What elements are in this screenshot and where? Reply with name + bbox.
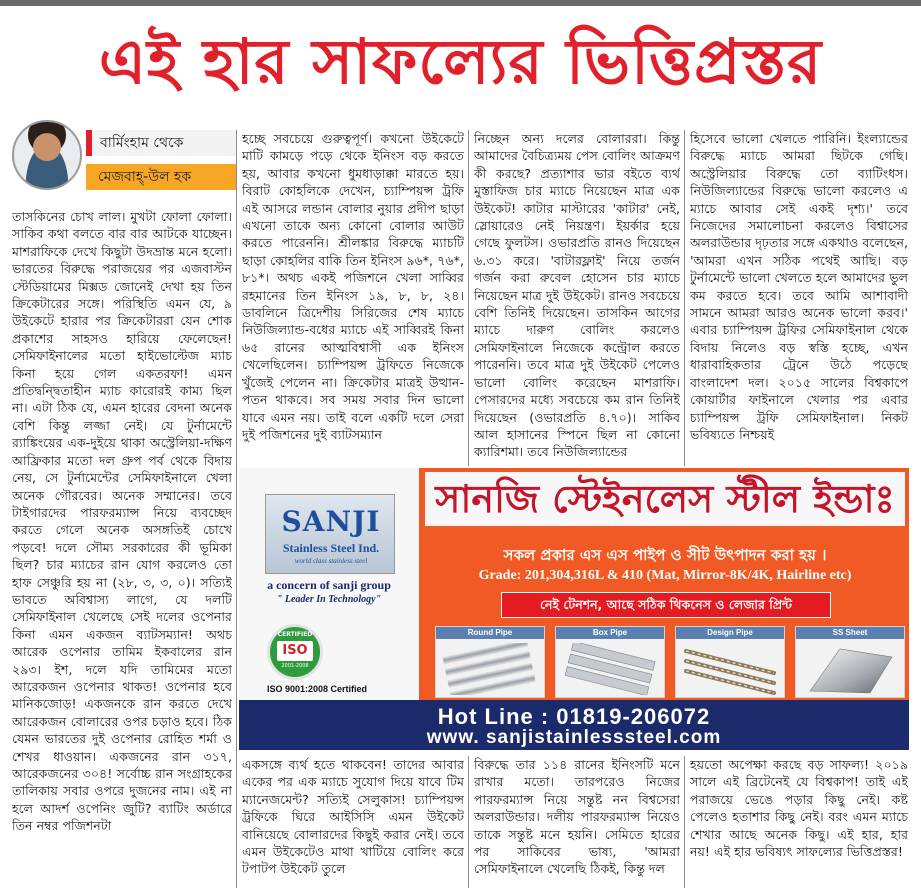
column-divider [468,130,469,466]
product-round-pipe [435,626,545,698]
product-label: Box Pipe [556,627,664,639]
column-3b-text: বিরুদ্ধে তার ১১৪ রানের ইনিংসটি মনে রাখার মতো। তারপরেও নিজের পারফরম্যান্স নিয়ে সন্তুষ্ট নন বিশ্বসেরা অলরাউন্ডার। দলীয় পারফরম্যান্স নিয়েও তাকে সন্তুষ্ট মনে হয়নি। সেমিতে হারের পর সাকিবের ভাষ্য, 'আমরা সেমিফাইনালে খেলেছি ঠিকই, কিন্তু দল [474,757,680,877]
headline: এই হার সাফল্যের ভিত্তিপ্রস্তর [98,25,823,98]
article-column-4 [690,130,908,466]
ad-tagline: সকল প্রকার এস এস পাইপ ও সীট উৎপাদন করা হয় । [503,546,827,564]
column-1-text: তাসকিনের চোখ লাল। মুখটা ফোলা ফোলা। সাকিব কথা বলতে বার বার আটকে যাচ্ছেন। মাশরাফিকে দেখে কিছুটা উদভ্রান্ত মনে হলো। ভারতের বিরুদ্ধে পরাজয়ের পর এজবাস্টন স্টেডিয়ামের মিক্সড জোনেই দেখা হয় তিন ক্রিকেটারের সঙ্গে। পরিস্থিতি এমন যে, ৯ উইকেটে হারার পর ক্রিকেটাররা যেন শোক প্রকাশের সাহসও হারিয়ে ফেলেছেন! সেমিফাইনালের মতো হাইভোল্টেজ ম্যাচ কিনা হয়ে গেল একতরফা! এমন প্রতিদ্বন্দ্বিতাহীন ম্যাচ কারোরই কাম্য ছিল না। এটা ঠিক যে, এমন হারের বেদনা অনেক বেশি কিন্তু লজ্জা নেই। যে টুর্নামেন্টে র‍্যাঙ্কিংয়ের এক-দুইয়ে থাকা অস্ট্রেলিয়া-দক্ষিণ আফ্রিকার মতো দল গ্রুপ পর্ব থেকে বিদায় নেয়, সে টুর্নামেন্টের সেমিফাইনালে খেলা অনেক গৌরবের। অনেক সম্মানের। তবে টাইগারদের পারফরম্যান্স নিয়ে ব্যবচ্ছেদ করতে গেলে অনেক অসঙ্গতিই চোখে পড়বে! দলে সৌম্য সরকারের কী ভূমিকা ছিল? চার ম্যাচের রান যোগ করলেও তো হাফ সেঞ্চুরি হয় না (২৮, ৩, ৩, ০)। সত্যিই ভাবতে অবিশ্বাস্য লাগে, যে দলটি সেমিফাইনাল খেলেছে সেই দলের ওপেনার কিনা এমন একজন ব্যাটসম্যান! অথচ আরেক ওপেনার তামিম ইকবালের রান ২৯৩। ইশ, দলে যদি তামিমের মতো আরেকজন ওপেনার থাকত! ওপেনার হবে মানিকজোড়! একজনকে রান করতে দেখে আরেকজন বোলারের ওপর চড়াও হবে। ঠিক যেমন ভারতের দুই ওপেনার রোহিত শর্মা ও শেখর ধাওয়ান। একজনের রান ৩১৭, আরেকজনের ৩০৪! সর্বোচ্চ রান সংগ্রাহকের তালিকায় সবার ওপরে দুজনের নাম। এই না হলে আদর্শ ওপেনিং জুটি? ব্যাটিং অর্ডারে তিন নম্বর পজিশনটা [12,209,232,834]
product-gallery [435,626,905,698]
product-label: Design Pipe [676,627,784,639]
ad-contact-bar [239,700,909,750]
author-avatar [12,120,82,190]
column-2b-text: একসঙ্গে ব্যর্থ হতে থাকবেন! তাদের আবার একের পর এক ম্যাচে সুযোগ দিয়ে যাবে টিম ম্যানেজমেন্ট? সত্যিই সেলুকাস! চ্যাম্পিয়ন্স ট্রফিকে ঘিরে আইসিসি এমন উইকেট বানিয়েছে বোলারদের কিছুই করার নেই। তবে এমন উইকেটেও মাথা খাটিয়ে বোলিং করে টপাটপ উইকেট তুলে [242,757,464,877]
column-4b-text: হয়তো অপেক্ষা করছে বড় সাফল্য! ২০১৯ সালে এই ব্রিটেনেই যে বিশ্বকাপ! তাই এই পরাজয়ে ভেঙে পড়ার কিছু নেই। কষ্ট পেলেও হতাশার কিছু নেই। বরং এমন ম্যাচে শেখার আছে অনেক কিছু। এই হার, হার নয়! এই হার ভবিষ্যৎ সাফল্যের ভিত্তিপ্রস্তর! [690,757,908,860]
column-divider [684,130,685,466]
article-column-3 [474,130,680,466]
article-column-1 [12,208,232,888]
byline-author: মেজবাহ্-উল হক [86,164,236,190]
byline-place: বার্মিংহাম থেকে [86,130,236,156]
column-2-text: হচ্ছে সবচেয়ে গুরুত্বপূর্ণ। কখনো উইকেটে মাটি কামড়ে পড়ে থেকে ইনিংস বড় করতে হয়, আবার কখনো ধুমধাড়াক্কা মারতে হয়। বিরাট কোহলিকে দেখেন, চ্যাম্পিয়ন্স ট্রফি এই আসরে লন্ডান বোলার নুয়ার প্রদীপ ছাড়া এখনো তাকে অন্য কোনো বোলার আউট করতে পারেননি। শ্রীলঙ্কার বিরুদ্ধে ম্যাচটি ছাড়া কোহলির বাকি তিন ইনিংস ৯৬*, ৭৬*, ৮১*। অথচ একই পজিশনে খেলা সাব্বির রহমানের তিন ইনিংস ১৯, ৮, ৮, ২৪। ডাবলিনে ত্রিদেশীয় সিরিজের শেষ ম্যাচে নিউজিল্যান্ড-বধের ম্যাচে এই সাব্বিরই কিনা ৬৫ রানের আত্মবিশ্বাসী এক ইনিংস খেলেছিলেন। চ্যাম্পিয়ন্স ট্রফিতে নিজেকে খুঁজেই পেলেন না। ক্রিকেটার মাত্রই উত্থান-পতন থাকবে। সব সময় সবার দিন ভালো যাবে এমন নয়। তাই বলে একটি দলে সেরা দুই পজিশনের দুই ব্যাটসম্যান [242,131,464,442]
column-divider [468,756,469,888]
product-ss-sheet [795,626,905,698]
column-3-text: নিচ্ছেন অন্য দলের বোলাররা। কিন্তু আমাদের বৈচিত্র্যময় পেস বোলিং আক্রমণ কী করছে? প্রত্যাশার ভার বইতে ব্যর্থ মুস্তাফিজ চার ম্যাচে নিয়েছেন মাত্র এক উইকেট! কাটার মাস্টারের 'কাটার' নেই, স্লোয়ারেও নেই নিয়ন্ত্রণ। ইয়র্কার হয়ে গেছে ফুলটস। ওভারপ্রতি রানও দিয়েছেন ৬.৩১ করে। 'বাটারফ্লাই' নিয়ে তর্জন গর্জন করা রুবেল হোসেন চার ম্যাচে নিয়েছেন মাত্র দুই উইকেট। রানও সবচেয়ে বেশি তিনিই দিয়েছেন। তাসকিন আগের ম্যাচে দারুণ বোলিং করলেও সেমিফাইনালে নিজেকে কন্ট্রোল করতে পারেননি। তবে মাত্র দুই উইকেট পেলেও ভালো বোলিং করেছেন মাশরাফি। পেসারদের মধ্যে সবচেয়ে কম রান তিনিই দিয়েছেন (ওভারপ্রতি ৪.৭০)। সাকিব আল হাসানের স্পিনে ছিল না কোনো ক্যারিশমা। তবে নিউজিল্যান্ডের [474,131,680,460]
ad-concern: a concern of sanji group [267,578,391,592]
ad-website: www. sanjistainlesssteel.com [426,727,722,748]
round-pipe-image [440,643,540,695]
logo-subtitle: Stainless Steel Ind. [282,541,380,555]
ad-grades: Grade: 201,304,316L & 410 (Mat, Mirror-8K/4K, Hairline etc) [478,568,852,583]
headline-banner [0,0,921,118]
article-column-4-continued [690,756,908,888]
design-pipe-image [680,643,780,695]
column-4-text: হিসেবে ভালো খেলতে পারিনি। ইংল্যান্ডের বিরুদ্ধে ম্যাচে আমরা ছিটকে গেছি। অস্ট্রেলিয়ার বিরুদ্ধে তো ব্যাটিংধস। নিউজিল্যান্ডের বিরুদ্ধে ভালো করলেও এ ম্যাচে আবার সেই একই দৃশ্য।' তবে নিজেদের সমালোচনা করলেও বিশ্বাসের অলরাউন্ডার দৃঢ়তার সঙ্গে একথাও বলেছেন, 'আমরা এখন সঠিক পথেই আছি। বড় টুর্নামেন্টে ভালো খেলতে হলে আমাদের ভুল কম করতে হবে। তবে আমি আশাবাদী সামনে আমরা আরও অনেক ভালো করব।' এবার চ্যাম্পিয়ন্স ট্রফির সেমিফাইনাল থেকে বিদায় নিলেও বড় স্বস্তি হচ্ছে, এখন ধারাবাহিকতার ট্রেনে উঠে পড়েছে বাংলাদেশ দল। ২০১৫ সালের বিশ্বকাপে কোয়ার্টার ফাইনালে খেলার পর এবার চ্যাম্পিয়ন্স ট্রফি সেমিফাইনাল। নিকট ভবিষ্যতে নিশ্চয়ই [690,131,908,442]
ss-sheet-image [800,643,900,695]
box-pipe-image [560,643,660,695]
logo-tagline: world class stainless steel [294,557,368,565]
ad-brand-title: সানজি স্টেইনলেস স্টীল ইন্ডাঃ [425,472,905,526]
iso-text: ISO [277,641,313,661]
ad-ribbon: নেই টেনশন, আছে সঠিক থিকনেস ও লেজার প্রিন্ট [501,592,831,618]
logo-name: SANJI [281,505,381,538]
ad-hotline: Hot Line : 01819-206072 [437,704,711,729]
product-box-pipe [555,626,665,698]
product-label: SS Sheet [796,627,904,639]
column-divider [236,130,237,888]
article-column-2-continued [242,756,464,888]
iso-years: 2001-2008 [281,663,309,669]
article-column-2 [242,130,464,466]
iso-certification: ISO 9001:2008 Certified [267,684,368,694]
sanji-logo [265,494,395,574]
column-divider [684,756,685,888]
ad-logo-panel [239,468,419,700]
product-label: Round Pipe [436,627,544,639]
advertisement [239,468,909,750]
iso-certified-icon [267,624,323,680]
iso-ring-text: CERTIFIED [277,631,313,638]
ad-leader: " Leader In Technology" [276,594,382,605]
article-column-3-continued [474,756,680,888]
product-design-pipe [675,626,785,698]
byline [12,120,240,202]
